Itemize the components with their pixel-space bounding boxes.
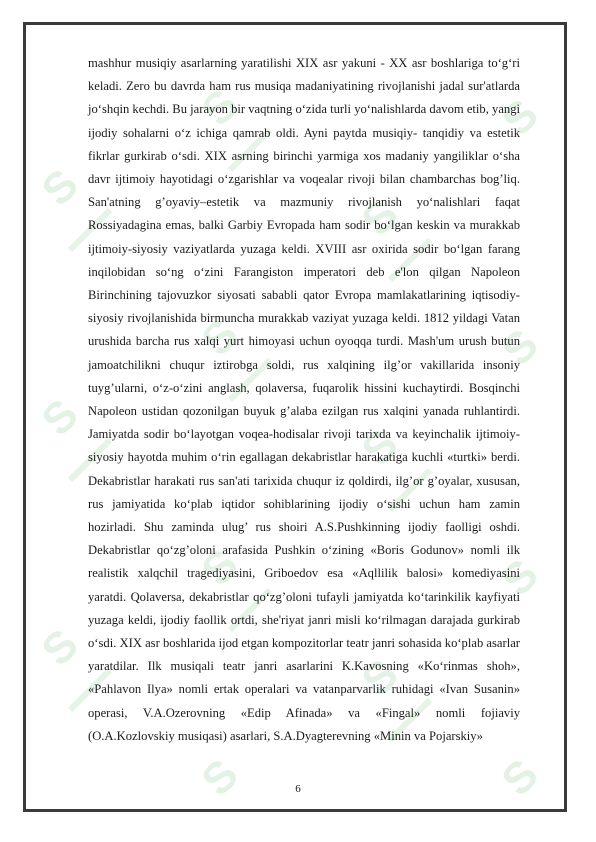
svg-text:S: S [492,749,548,806]
svg-text:S: S [492,319,548,376]
page-number: 6 [295,783,301,795]
svg-text:S: S [492,89,548,146]
body-paragraph: mashhur musiqiy asarlarning yaratilishi XIX asr yakuni - XX asr boshlariga to‘g‘ri keladi. Zero bu davrda ham rus musiqa madaniyatining rivojlanishi jadal sur'atlarda jo‘shqin kechdi. Bu jarayon bir vaqtning o‘zida turli yo‘nalishlarda davom etib, yangi ijodiy sohalarni o‘z ichiga qamrab oldi. Ayni paytda musiqiy- tanqidiy va estetik fikrlar gurkirab o‘sdi. XIX asrning birinchi yarmiga xos madaniy yangiliklar o‘sha davr ijtimoiy hayotidagi o‘zgarishlar va voqealar rivoji bilan chambarchas bog’liq. San'atning g’oyaviy–estetik va mazmuniy rivojlanish yo‘nalishlari faqat Rossiyadagina emas, balki Garbiy Evropada ham sodir bo‘lgan keskin va murakkab ijtimoiy-siyosiy vaziyatlarda yuzaga keldi. XVIII asr oxirida sodir bo‘lgan farang inqilobidan so‘ng o‘zini Farangiston imperatori deb e'lon qilgan Napoleon Birinchining tajovuzkor siyosati sababli qator Evropa mamlakatlarining iqtisodiy-siyosiy rivojlanishida birmuncha murakkab vaziyat yuzaga keldi. 1812 yildagi Vatan urushida barcha rus xalqi yurt himoyasi uchun oyoqqa turdi. Mash'um urush butun jamoatchilikni chuqur iztirobga soldi, rus xalqining ilg’or vakillarida insoniy tuyg’ularni, o‘z-o‘zini anglash, qolaversa, fuqarolik hissini kuchaytirdi. Bosqinchi Napoleon ustidan qozonilgan buyuk g’alaba ezilgan rus xalqini yanada ruhlantirdi. Jamiyatda sodir bo‘layotgan voqea-hodisalar rivoji tarixda va keyinchalik ijtimoiy-siyosiy hayotda muhim o‘rin egallagan dekabristlar harakatiga kuchli «turtki» berdi. Dekabristlar harakati rus san'ati tarixida chuqur iz qoldirdi, ilg’or g’oyalar, xususan, rus jamiyatida ko‘plab iqtidor sohiblarining ijodiy o‘sishi uchun ham zamin hozirladi. Shu zaminda ulug’ rus shoiri A.S.Pushkinning ijodiy faolligi oshdi. Dekabristlar qo‘zg’oloni arafasida Pushkin o‘zining «Boris Godunov» nomli ilk realistik xalqchil tragediyasini, Griboedov esa «Aqllilik balosi» komediyasini yaratdi. Qolaversa, dekabristlar qo‘zg’oloni tufayli jamiyatda ko‘tarinkilik kayfiyati yuzaga keldi, ijodiy faollik ortdi, she'riyat janri misli ko‘rilmagan darajada gurkirab o‘sdi. XIX asr boshlarida ijod etgan kompozitorlar teatr janri sohasida ko‘plab asarlar yaratdilar. Ilk musiqali teatr janri asarlarini K.Kavosning «Ko‘rinmas shoh», «Pahlavon Ilya» nomli ertak operalari va vatanparvarlik ruhidagi «Ivan Susanin» operasi, V.A.Ozerovning «Edip Afinada» va «Fingal» nomli fojiaviy (O.A.Kozlovskiy musiqasi) asarlari, S.A.Dyagterevning «Minin va Pojarskiy» [88,56,520,743]
svg-text:S: S [192,539,248,596]
svg-text:S: S [192,79,248,136]
svg-text:S: S [32,389,88,446]
svg-text:S: S [192,309,248,366]
svg-text:S: S [352,189,408,246]
svg-text:S: S [32,159,88,216]
svg-text:S: S [492,549,548,606]
svg-text:S: S [192,749,248,806]
svg-text:S: S [352,419,408,476]
svg-text:S: S [352,649,408,706]
svg-text:S: S [32,619,88,676]
